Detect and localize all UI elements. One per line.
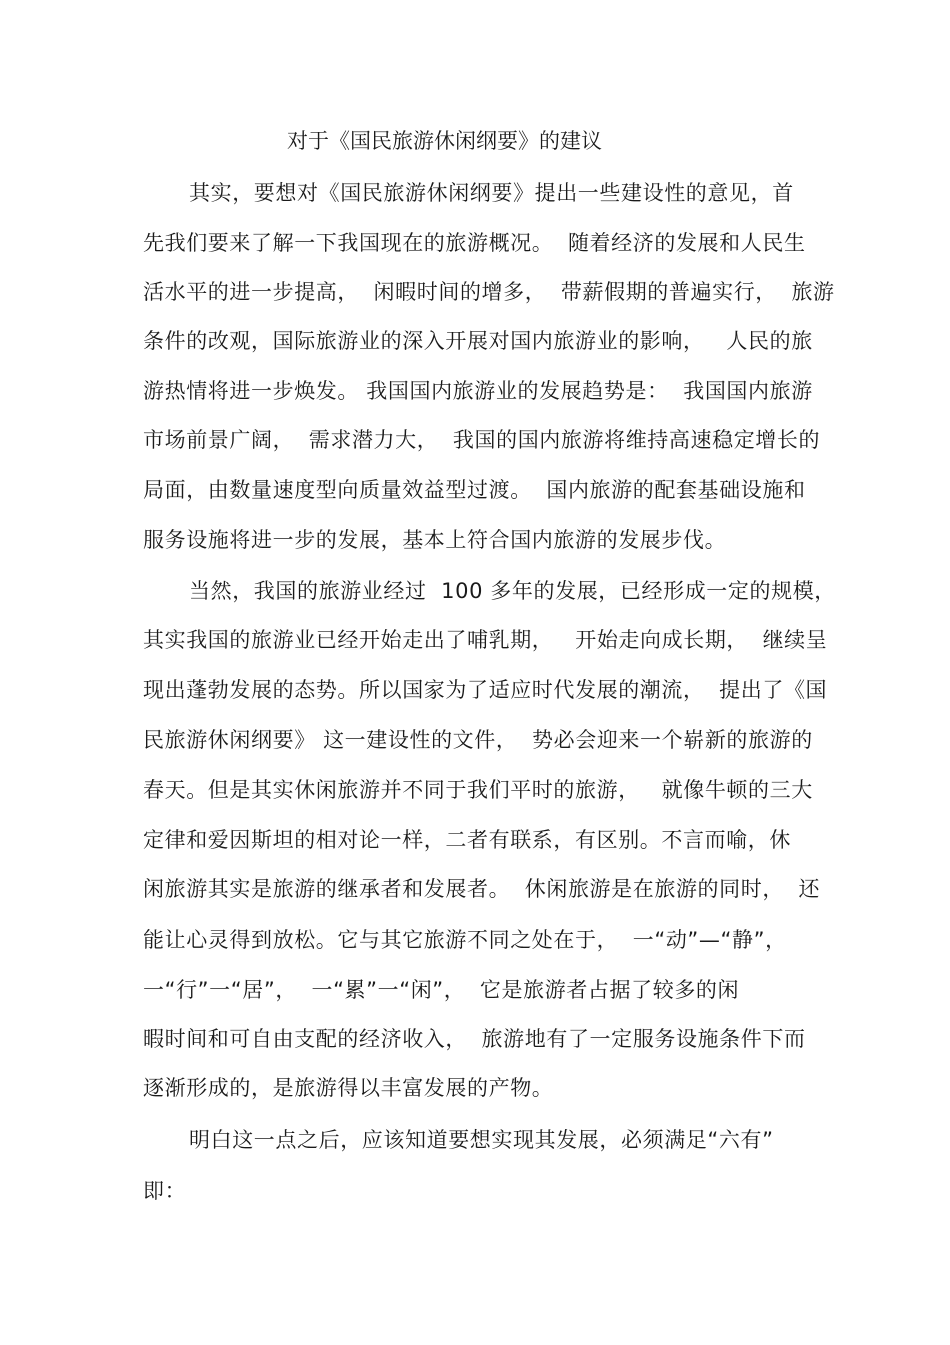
paragraph-line: 暇时间和可自由支配的经济收入， 旅游地有了一定服务设施条件下而 — [143, 1027, 806, 1051]
paragraph-line: 活水平的进一步提高， 闲暇时间的增多， 带薪假期的普遍实行， 旅游 — [143, 280, 835, 304]
paragraph-line: 能让心灵得到放松。它与其它旅游不同之处在于， 一“动”—“静”， — [143, 928, 787, 952]
document-title: 对于《国民旅游休闲纲要》的建议 — [287, 129, 602, 153]
paragraph-line: 游热情将进一步焕发。 我国国内旅游业的发展趋势是： 我国国内旅游 — [143, 379, 813, 403]
paragraph-line: 其实我国的旅游业已经开始走出了哺乳期， 开始走向成长期， 继续呈 — [143, 628, 828, 652]
paragraph-line: 一“行”一“居”， 一“累”一“闲”， 它是旅游者占据了较多的闲 — [143, 978, 740, 1002]
paragraph-line: 当然，我国的旅游业经过 100 多年的发展，已经形成一定的规模， — [189, 579, 836, 603]
paragraph-line: 局面，由数量速度型向质量效益型过渡。 国内旅游的配套基础设施和 — [143, 478, 806, 502]
paragraph-line: 闲旅游其实是旅游的继承者和发展者。 休闲旅游是在旅游的同时， 还 — [143, 877, 821, 901]
paragraph-line: 定律和爱因斯坦的相对论一样，二者有联系，有区别。不言而喻，休 — [143, 828, 791, 852]
paragraph-line: 现出蓬勃发展的态势。所以国家为了适应时代发展的潮流， 提出了《国 — [143, 678, 828, 702]
paragraph-line: 民旅游休闲纲要》 这一建设性的文件， 势必会迎来一个崭新的旅游的 — [143, 728, 813, 752]
paragraph-line: 其实，要想对《国民旅游休闲纲要》提出一些建设性的意见，首 — [189, 181, 794, 205]
paragraph-line: 明白这一点之后，应该知道要想实现其发展，必须满足“六有” — [189, 1128, 774, 1152]
paragraph-line: 春天。但是其实休闲旅游并不同于我们平时的旅游， 就像牛顿的三大 — [143, 778, 813, 802]
paragraph-line: 逐渐形成的，是旅游得以丰富发展的产物。 — [143, 1076, 554, 1100]
paragraph-line: 服务设施将进一步的发展，基本上符合国内旅游的发展步伐。 — [143, 528, 727, 552]
paragraph-line: 市场前景广阔， 需求潜力大， 我国的国内旅游将维持高速稳定增长的 — [143, 428, 821, 452]
paragraph-line: 即： — [143, 1179, 187, 1203]
paragraph-line: 先我们要来了解一下我国现在的旅游概况。 随着经济的发展和人民生 — [143, 231, 806, 255]
paragraph-line: 条件的改观，国际旅游业的深入开展对国内旅游业的影响， 人民的旅 — [143, 329, 813, 353]
